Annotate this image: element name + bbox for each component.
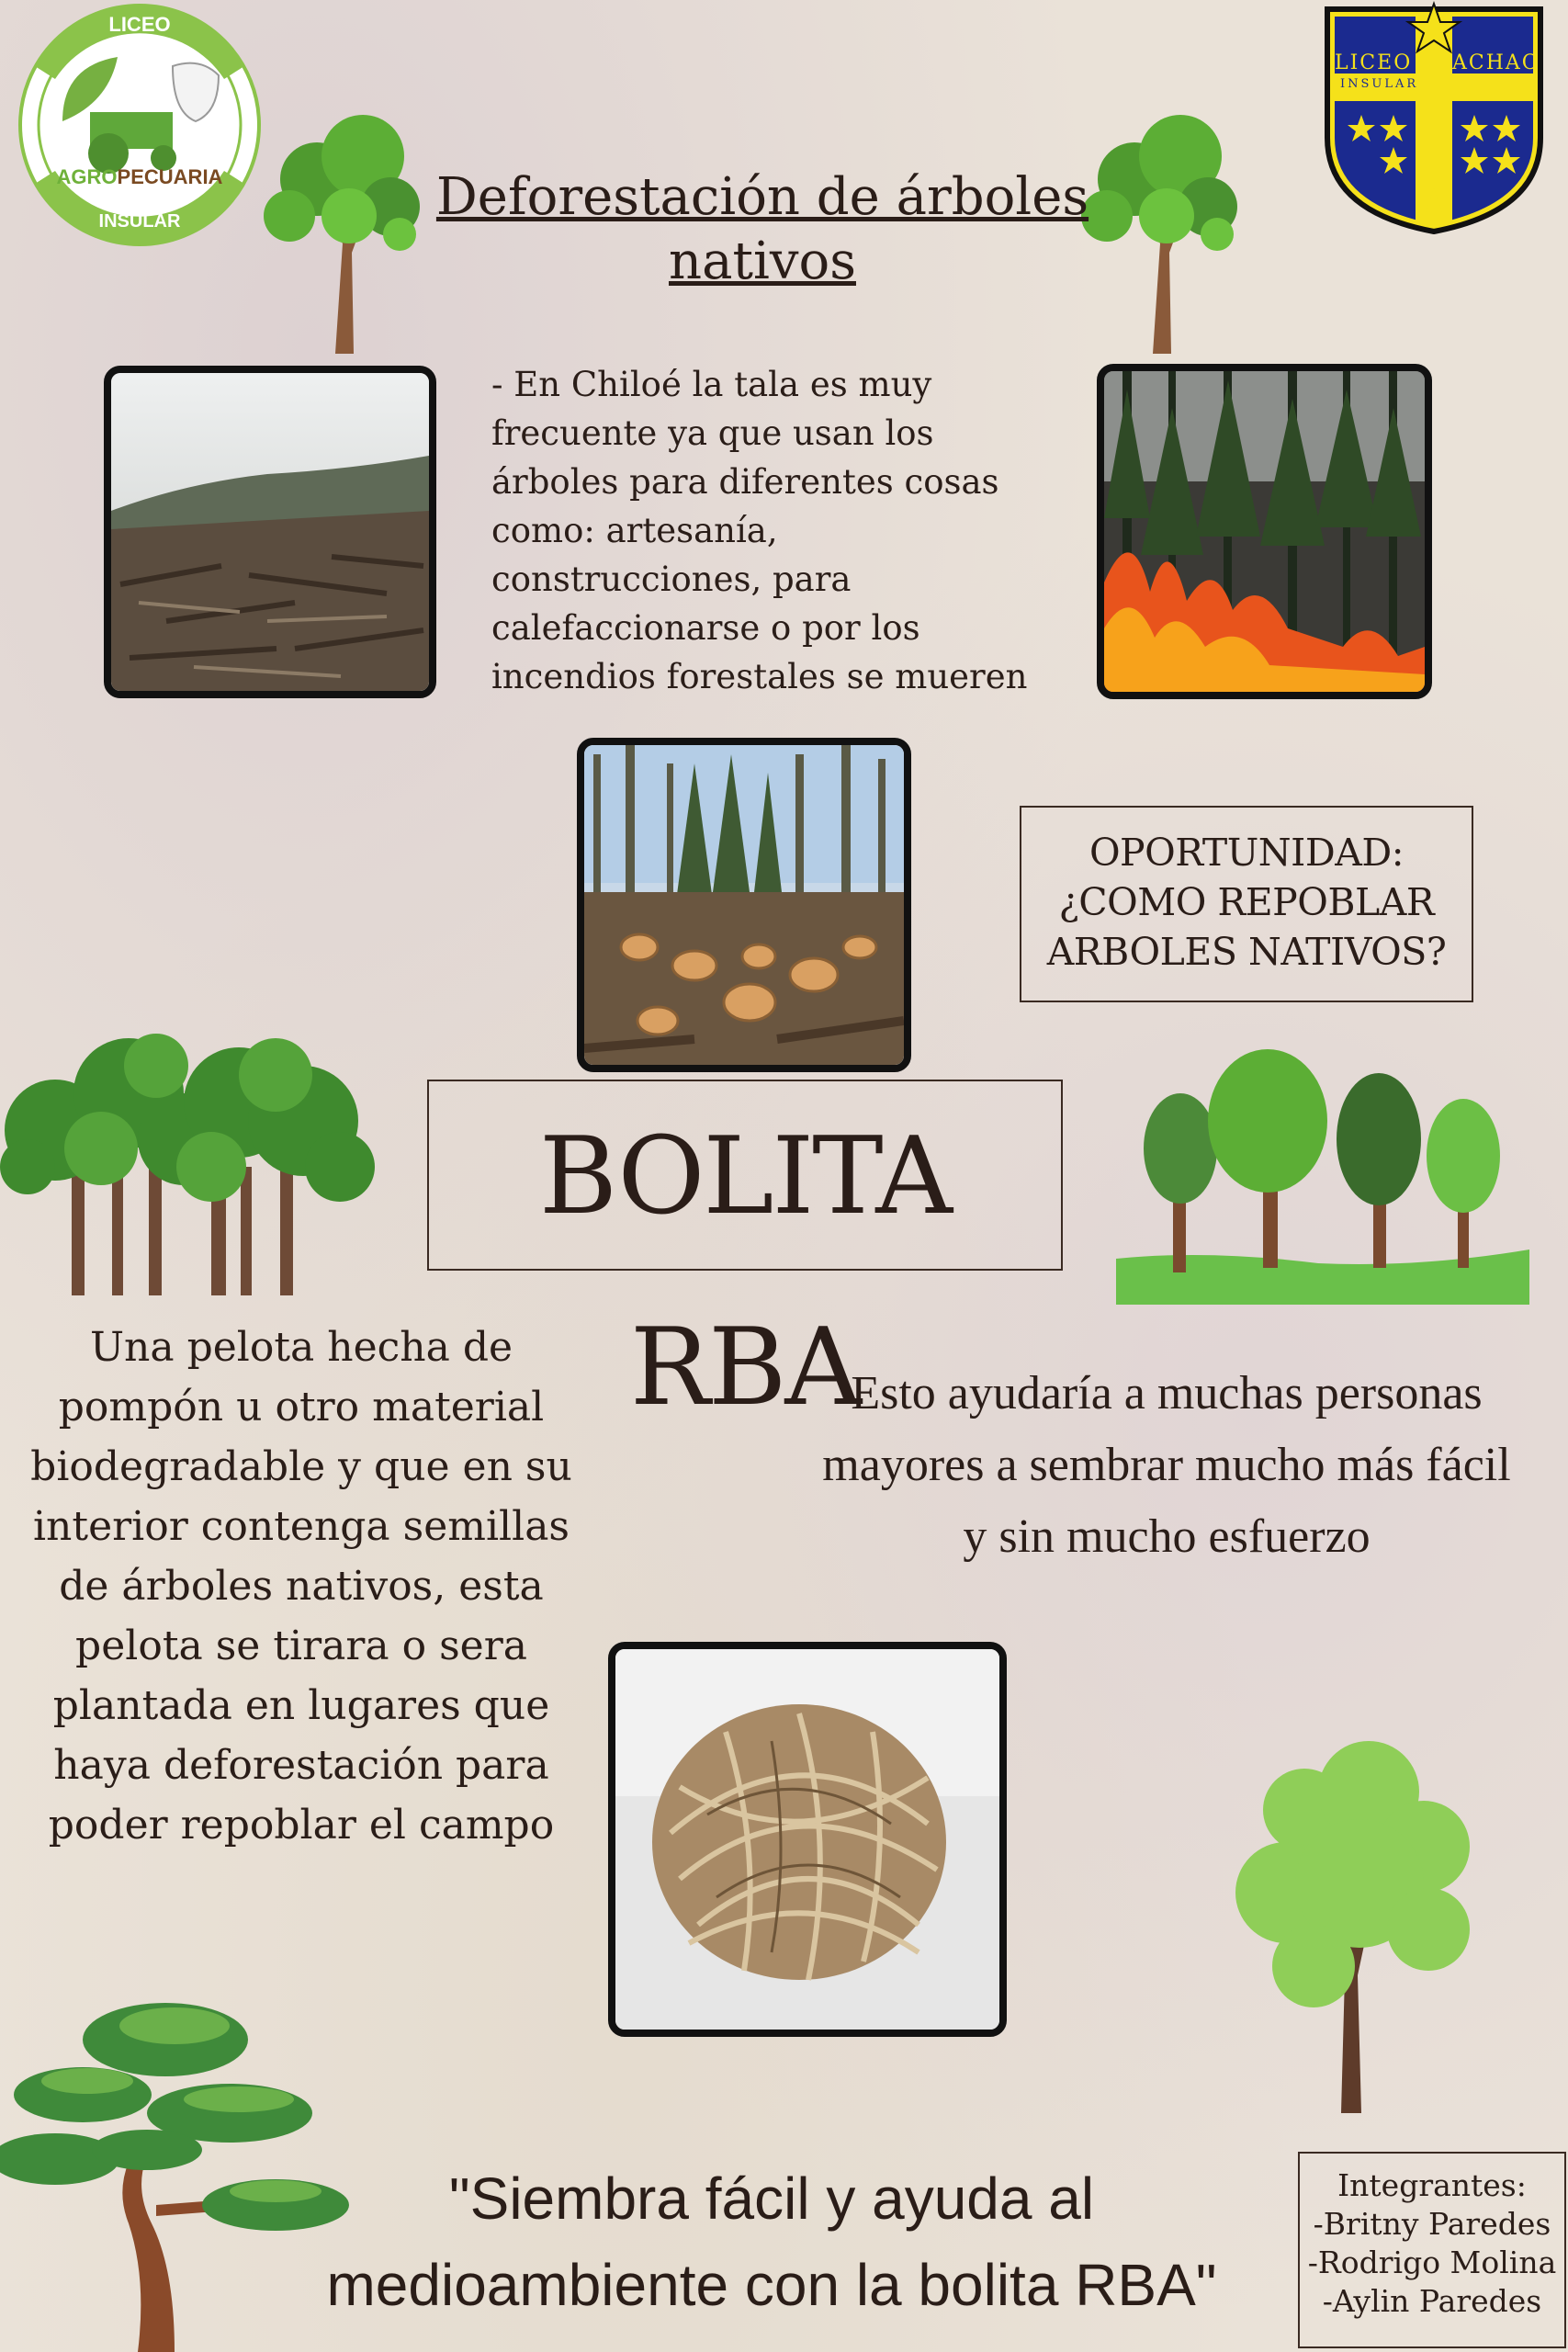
logo-right-line2: ACHAO bbox=[1452, 51, 1540, 74]
opportunity-line1: OPORTUNIDAD: bbox=[1089, 831, 1404, 875]
tree-group-icon-right bbox=[1116, 1038, 1529, 1305]
logo-left-bottom-text: INSULAR bbox=[98, 211, 181, 232]
slogan-text: "Siembra fácil y ayuda al medioambiente con la bolita RBA" bbox=[326, 2165, 1217, 2318]
forest-fire-image-icon bbox=[1104, 371, 1425, 692]
photo-clearcut bbox=[104, 366, 436, 698]
photo-bolita-rba bbox=[608, 1642, 1007, 2037]
tree-group-icon-left bbox=[0, 1011, 377, 1295]
logo-right-line1: LICEO bbox=[1335, 51, 1413, 74]
photo-forest-fire bbox=[1097, 364, 1432, 699]
product-name: BOLITA RBA bbox=[538, 1114, 952, 1430]
clearcut-image-icon bbox=[111, 373, 429, 691]
logo-left-brand-a: AGRO bbox=[56, 165, 118, 188]
tree-icon-top-left bbox=[262, 106, 427, 354]
logo-left-top-text: LICEO bbox=[108, 13, 171, 36]
felled-logs-image-icon bbox=[584, 745, 904, 1065]
photo-felled-logs bbox=[577, 738, 911, 1072]
member-item: -Rodrigo Molina bbox=[1307, 2245, 1557, 2280]
member-item: -Aylin Paredes bbox=[1322, 2283, 1542, 2319]
members-heading: Integrantes: bbox=[1337, 2167, 1527, 2203]
opportunity-line2: ¿COMO REPOBLAR bbox=[1058, 880, 1435, 924]
twine-ball-image-icon bbox=[615, 1649, 999, 2030]
opportunity-box bbox=[1020, 806, 1473, 1002]
product-name-box bbox=[427, 1080, 1063, 1430]
shield-icon bbox=[1320, 0, 1548, 235]
logo-liceo-achao bbox=[1320, 0, 1548, 235]
page-title: Deforestación de árboles nativos bbox=[435, 167, 1089, 291]
members-box bbox=[1298, 2152, 1566, 2348]
intro-text: - En Chiloé la tala es muy frecuente ya que usan los árboles para diferentes cosas como: artesanía, construcciones, para calefaccionarse o por los incendios forestales se mueren bbox=[491, 365, 1028, 696]
member-item: -Britny Paredes bbox=[1313, 2206, 1551, 2242]
description-text: Una pelota hecha de pompón u otro material biodegradable y que en su interior contenga semillas de árboles nativos, esta pelota se tirara o sera plantada en lugares que haya deforestación para poder repoblar el campo bbox=[30, 1324, 572, 1849]
opportunity-line3: ARBOLES NATIVOS? bbox=[1046, 930, 1447, 974]
logo-left-brand bbox=[17, 165, 263, 189]
benefit-text: Esto ayudaría a muchas personas mayores a sembrar mucho más fácil y sin mucho esfuerzo bbox=[822, 1367, 1511, 1563]
tree-icon-top-right bbox=[1079, 106, 1245, 354]
logo-right-line3: INSULAR bbox=[1340, 77, 1419, 91]
logo-left-brand-b: PECUARIA bbox=[117, 165, 223, 188]
logo-agropecuaria bbox=[17, 2, 263, 248]
tree-icon-right-lower bbox=[1231, 1736, 1479, 2113]
